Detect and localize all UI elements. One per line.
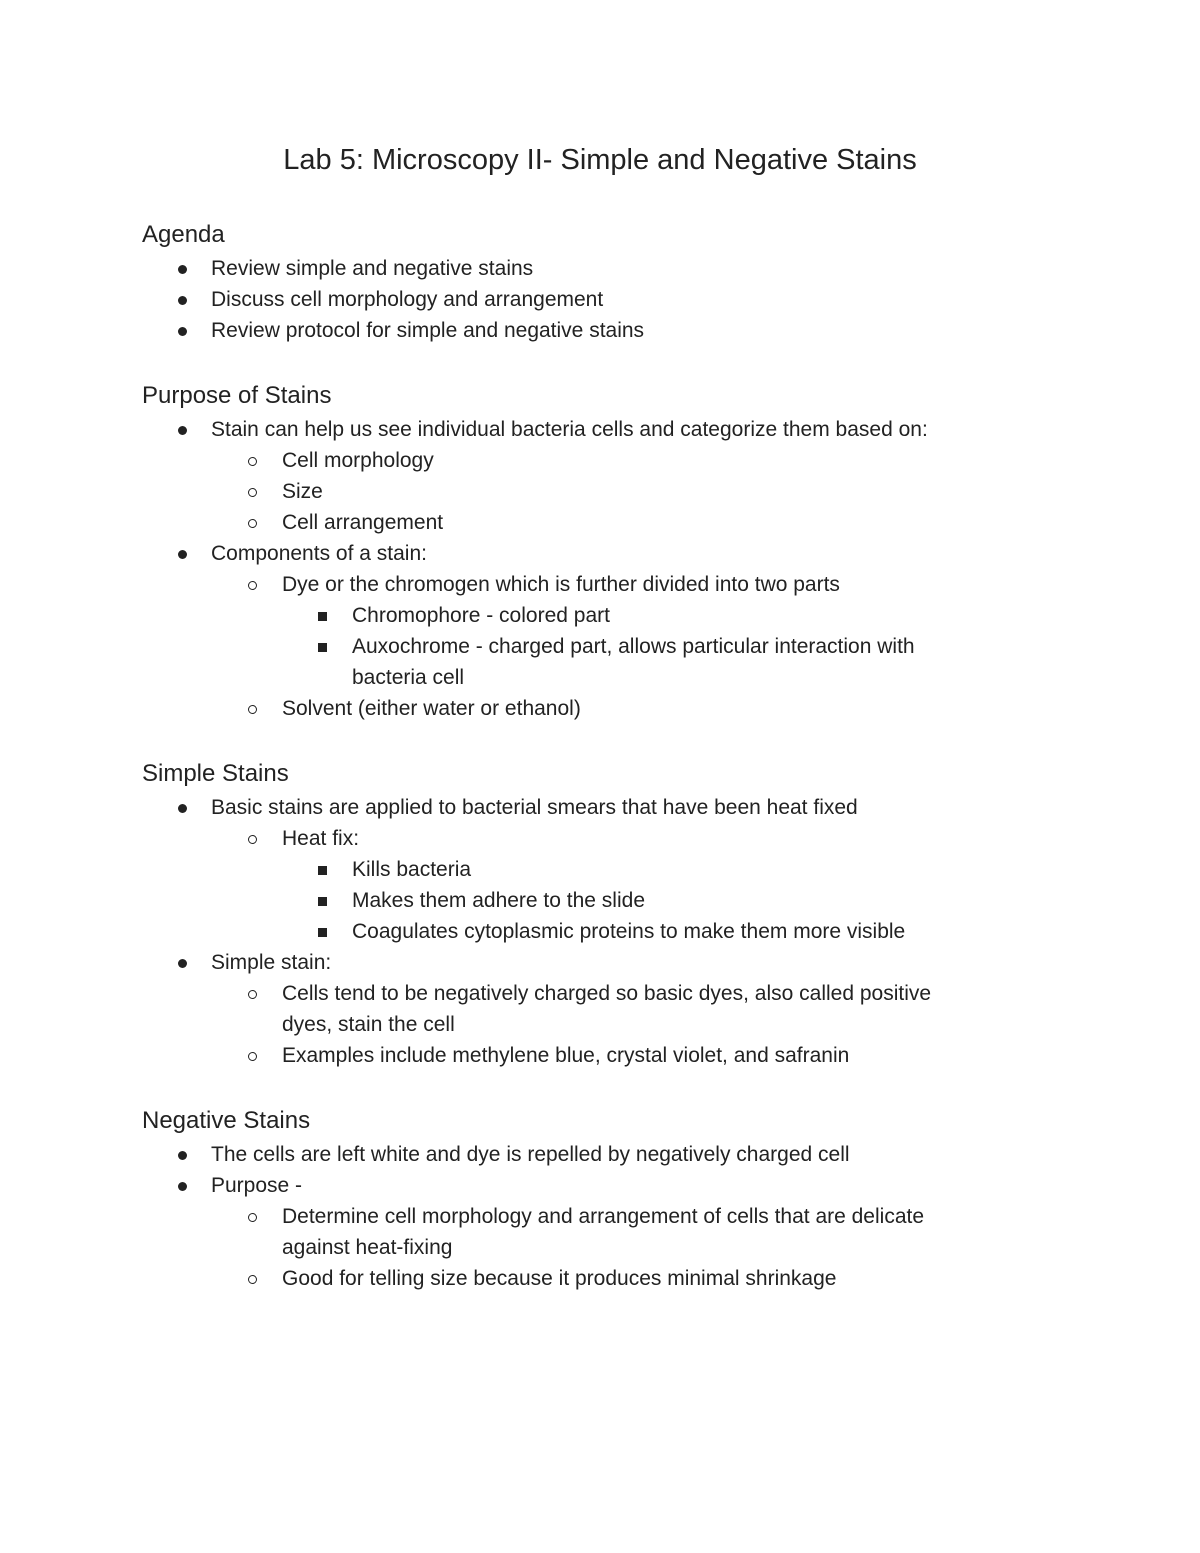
list-item: Good for telling size because it produces minimal shrinkage: [282, 1267, 837, 1290]
bullet-circle-icon: [248, 477, 262, 508]
bullet-dot-icon: [178, 285, 192, 316]
bullet-circle-icon: [248, 979, 262, 1010]
list-item: Dye or the chromogen which is further divided into two parts: [282, 573, 840, 596]
bullet-circle-icon: [248, 1264, 262, 1295]
bullet-dot-icon: [178, 948, 192, 979]
bullet-circle-icon: [248, 1202, 262, 1233]
list-item: Simple stain:: [211, 951, 332, 974]
list-item: Basic stains are applied to bacterial smears that have been heat fixed: [211, 796, 858, 819]
bullet-square-icon: [318, 601, 332, 632]
bullet-square-icon: [318, 917, 332, 948]
bullet-dot-icon: [178, 793, 192, 824]
list-item: Solvent (either water or ethanol): [282, 697, 581, 720]
list-item: Purpose -: [211, 1174, 303, 1197]
heading-purpose-of-stains: Purpose of Stains: [142, 382, 332, 409]
list-item: Determine cell morphology and arrangement of cells that are delicate: [282, 1205, 925, 1228]
list-item: Components of a stain:: [211, 542, 427, 565]
bullet-dot-icon: [178, 1140, 192, 1171]
bullet-dot-icon: [178, 539, 192, 570]
list-item: Cells tend to be negatively charged so basic dyes, also called positive: [282, 982, 932, 1005]
list-item: Size: [282, 480, 323, 503]
bullet-circle-icon: [248, 508, 262, 539]
bullet-circle-icon: [248, 446, 262, 477]
list-item: Chromophore - colored part: [352, 604, 610, 627]
bullet-dot-icon: [178, 316, 192, 347]
list-item: Makes them adhere to the slide: [352, 889, 645, 912]
list-item: Stain can help us see individual bacteria cells and categorize them based on:: [211, 418, 928, 441]
list-item: Review simple and negative stains: [211, 257, 534, 280]
bullet-circle-icon: [248, 570, 262, 601]
list-item-continuation: bacteria cell: [352, 666, 465, 689]
list-item: Coagulates cytoplasmic proteins to make them more visible: [352, 920, 906, 943]
heading-simple-stains: Simple Stains: [142, 760, 289, 787]
list-item: Auxochrome - charged part, allows particular interaction with: [352, 635, 915, 658]
list-item: Heat fix:: [282, 827, 360, 850]
bullet-circle-icon: [248, 824, 262, 855]
bullet-square-icon: [318, 632, 332, 663]
bullet-square-icon: [318, 886, 332, 917]
bullet-dot-icon: [178, 415, 192, 446]
list-item-continuation: against heat-fixing: [282, 1236, 453, 1259]
list-item: The cells are left white and dye is repelled by negatively charged cell: [211, 1143, 850, 1166]
bullet-dot-icon: [178, 254, 192, 285]
bullet-circle-icon: [248, 694, 262, 725]
heading-negative-stains: Negative Stains: [142, 1107, 311, 1134]
list-item: Examples include methylene blue, crystal violet, and safranin: [282, 1044, 850, 1067]
list-item: Cell morphology: [282, 449, 434, 472]
list-item: Cell arrangement: [282, 511, 444, 534]
list-item: Discuss cell morphology and arrangement: [211, 288, 604, 311]
list-item: Review protocol for simple and negative stains: [211, 319, 645, 342]
heading-agenda: Agenda: [142, 221, 225, 248]
page-title: Lab 5: Microscopy II- Simple and Negative Stains: [283, 144, 917, 176]
bullet-circle-icon: [248, 1041, 262, 1072]
list-item-continuation: dyes, stain the cell: [282, 1013, 455, 1036]
bullet-square-icon: [318, 855, 332, 886]
bullet-dot-icon: [178, 1171, 192, 1202]
list-item: Kills bacteria: [352, 858, 472, 881]
